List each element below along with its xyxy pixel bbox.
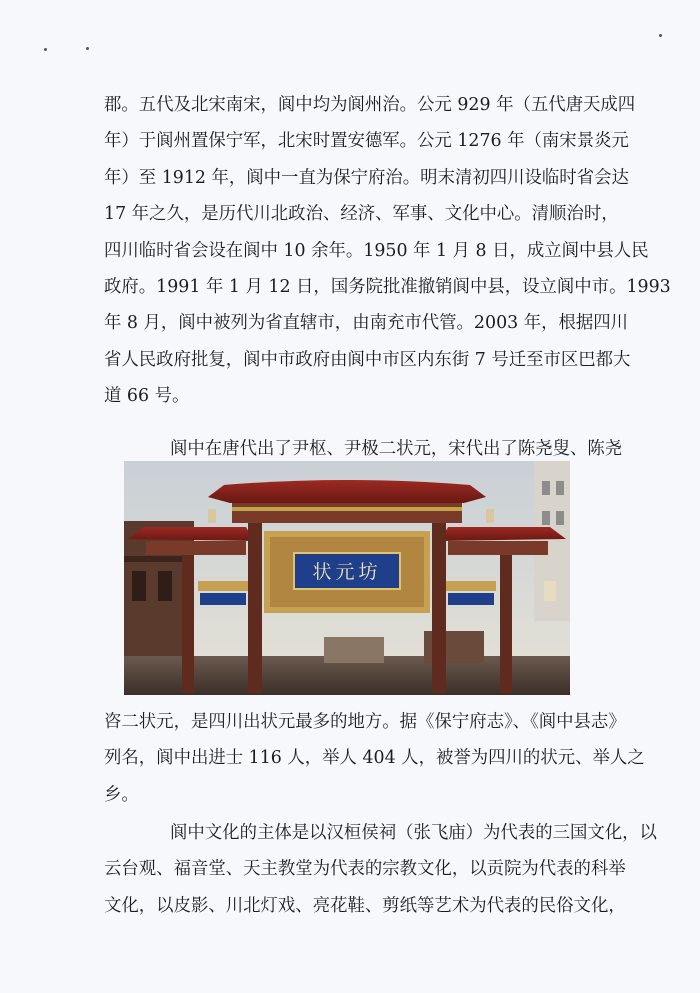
text-line: 列名，阆中出进士 116 人，举人 404 人，被誉为四川的状元、举人之 (104, 748, 645, 769)
text-line: 乡。 (104, 784, 139, 805)
scan-speck (659, 34, 662, 37)
text-line: 政府。1991 年 1 月 12 日，国务院批准撤销阆中县，设立阆中市。1993 (104, 276, 671, 297)
text-line: 年）于阆州置保宁军，北宋时置安德军。公元 1276 年（南宋景炎元 (104, 131, 629, 152)
zhuangyuan-gate-photo (124, 461, 570, 695)
paragraph-scholars-rest (104, 704, 645, 813)
paragraph-history (104, 87, 671, 415)
text-line: 郡。五代及北宋南宋，阆中均为阆州治。公元 929 年（五代唐天成四 (104, 95, 636, 115)
text-line: 17 年之久，是历代川北政治、经济、军事、文化中心。清顺治时， (104, 204, 619, 225)
text-line: 道 66 号。 (104, 386, 190, 407)
scan-speck (44, 48, 47, 51)
text-line: 年 8 月，阆中被列为省直辖市，由南充市代管。2003 年，根据四川 (104, 313, 629, 334)
text-line: 阆中文化的主体是以汉桓侯祠（张飞庙）为代表的三国文化，以 (170, 823, 657, 843)
text-line: 文化，以皮影、川北灯戏、亮花鞋、剪纸等艺术为代表的民俗文化， (104, 895, 626, 916)
gate-plaque-text: 状元坊 (312, 561, 382, 583)
scan-speck (86, 47, 89, 50)
text-line: 省人民政府批复，阆中市政府由阆中市区内东街 7 号迁至市区巴都大 (104, 349, 631, 370)
paragraph-culture (104, 815, 657, 924)
text-line: 阆中在唐代出了尹枢、尹极二状元，宋代出了陈尧叟、陈尧 (170, 439, 623, 459)
text-line: 云台观、福音堂、天主教堂为代表的宗教文化，以贡院为代表的科举 (104, 859, 626, 880)
text-line: 咨二状元，是四川出状元最多的地方。据《保宁府志》、《阆中县志》 (104, 712, 626, 732)
text-line: 四川临时省会设在阆中 10 余年。1950 年 1 月 8 日，成立阆中县人民 (104, 240, 649, 261)
text-line: 年）至 1912 年，阆中一直为保宁府治。明末清初四川设临时省会达 (104, 167, 629, 188)
